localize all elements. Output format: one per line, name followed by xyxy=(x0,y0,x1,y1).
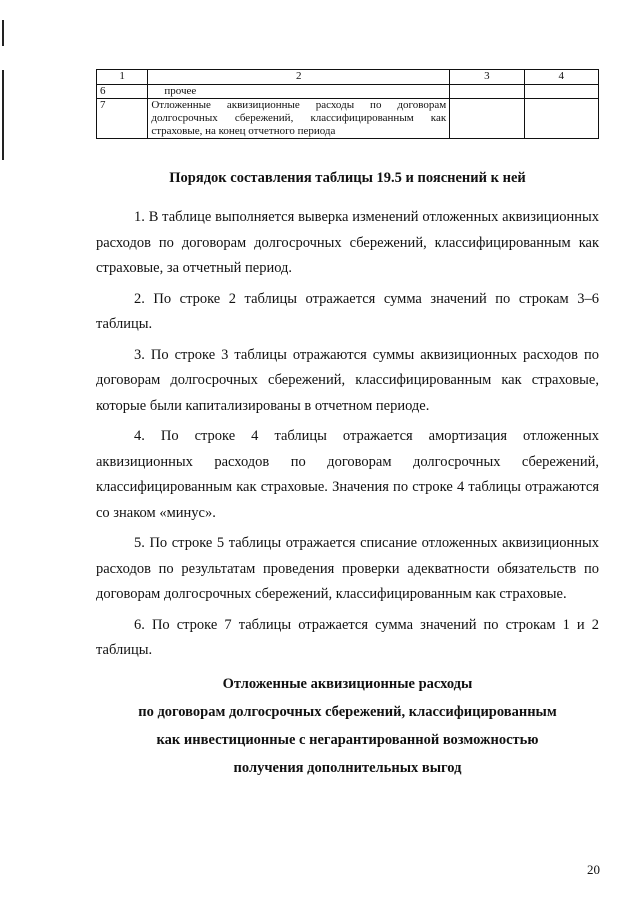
table-header-cell: 4 xyxy=(524,70,598,85)
table-header-cell: 2 xyxy=(148,70,450,85)
scan-edge-mark xyxy=(2,70,4,160)
heading-line: Отложенные аквизиционные расходы xyxy=(222,676,473,692)
row-label-cell: прочее xyxy=(148,85,450,99)
instructions-body xyxy=(96,205,599,669)
paragraph: 1. В таблице выполняется выверка изменений отложенных аквизиционных расходов по договорам долгосрочных сбережений, классифицированным как страховые, за отчетный период. xyxy=(96,209,599,276)
value-cell xyxy=(524,85,598,99)
next-section-heading xyxy=(96,670,599,782)
row-number-cell: 6 xyxy=(97,85,148,99)
section-heading: Порядок составления таблицы 19.5 и пояснений к ней xyxy=(169,170,526,186)
table-header-cell: 3 xyxy=(450,70,524,85)
value-cell xyxy=(524,99,598,139)
scan-edge-mark xyxy=(2,20,4,46)
table-row xyxy=(97,85,599,99)
table-header-cell: 1 xyxy=(97,70,148,85)
heading-line: как инвестиционные с негарантированной возможностью xyxy=(156,732,539,748)
table-row xyxy=(97,99,599,139)
paragraph: 6. По строке 7 таблицы отражается сумма значений по строкам 1 и 2 таблицы. xyxy=(96,616,599,658)
paragraph: 2. По строке 2 таблицы отражается сумма значений по строкам 3–6 таблицы. xyxy=(96,290,599,332)
value-cell xyxy=(450,85,524,99)
paragraph: 4. По строке 4 таблицы отражается амортизация отложенных аквизиционных расходов по договорам долгосрочных сбережений, классифицированным как страховые. Значения по строке 4 таблицы отражаются со знаком «минус». xyxy=(96,428,599,521)
table-fragment xyxy=(96,69,599,139)
paragraph: 5. По строке 5 таблицы отражается списание отложенных аквизиционных расходов по результатам проведения проверки адекватности обязательств по договорам долгосрочных сбережений, классифицированным как страховые. xyxy=(96,535,599,602)
value-cell xyxy=(450,99,524,139)
paragraph: 3. По строке 3 таблицы отражаются суммы аквизиционных расходов по договорам долгосрочных сбережений, классифицированным как страховые, которые были капитализированы в отчетном периоде. xyxy=(96,346,599,414)
row-label-cell: Отложенные аквизиционные расходы по договорам долгосрочных сбережений, классифицированным как страховые, на конец отчетного периода xyxy=(148,99,450,139)
row-number-cell: 7 xyxy=(97,99,148,139)
page-number: 20 xyxy=(587,862,600,877)
heading-line: по договорам долгосрочных сбережений, классифицированным xyxy=(138,704,557,720)
heading-line: получения дополнительных выгод xyxy=(233,760,462,776)
table-header-row xyxy=(97,70,599,85)
